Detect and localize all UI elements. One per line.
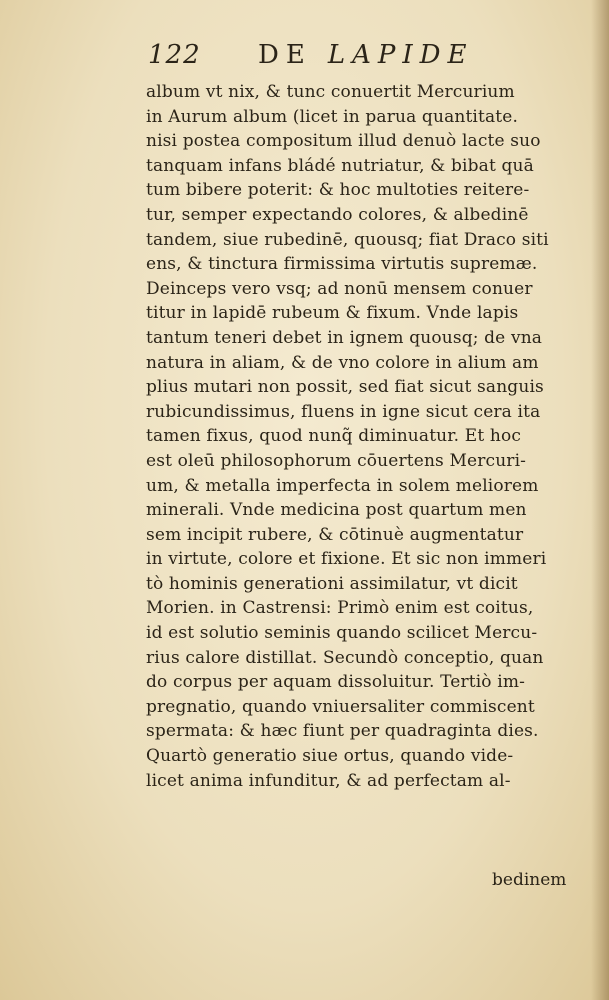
- text-line: um, & metalla imperfecta in solem meliorem: [146, 475, 539, 496]
- page-number: 122: [148, 40, 201, 70]
- running-title-de: DE: [258, 40, 312, 70]
- text-line: in virtute, colore et fixione. Et sic non immeri: [146, 549, 547, 570]
- text-line: tantum teneri debet in ignem quousq; de vna: [146, 327, 543, 348]
- text-line: titur in lapidē rubeum & fixum. Vnde lapis: [146, 303, 519, 324]
- text-line: Deinceps vero vsq; ad nonū mensem conuer: [146, 278, 533, 299]
- text-line: natura in aliam, & de vno colore in alium am: [146, 352, 539, 373]
- running-title: [258, 40, 473, 70]
- text-line: tur, semper expectando colores, & albedinē: [146, 204, 529, 225]
- text-line: minerali. Vnde medicina post quartum men: [146, 500, 527, 521]
- text-line: Morien. in Castrensi: Primò enim est coitus,: [146, 598, 534, 619]
- body-text: [146, 80, 586, 793]
- text-line: Quartò generatio siue ortus, quando vide-: [146, 746, 514, 767]
- text-line: tamen fixus, quod nunq̃ diminuatur. Et hoc: [146, 426, 522, 447]
- text-line: ens, & tinctura firmissima virtutis supremæ.: [146, 254, 538, 275]
- text-line: nisi postea compositum illud denuò lacte suo: [146, 131, 541, 152]
- text-line: tanquam infans bládé nutriatur, & bibat quā: [146, 155, 534, 176]
- text-line: rubicundissimus, fluens in igne sicut cera ita: [146, 401, 541, 422]
- catchword: bedinem: [492, 870, 567, 890]
- text-line: do corpus per aquam dissoluitur. Tertiò im-: [146, 672, 525, 693]
- text-line: sem incipit rubere, & cōtinuè augmentatur: [146, 524, 524, 545]
- running-header: [148, 40, 478, 76]
- text-line: plius mutari non possit, sed fiat sicut sanguis: [146, 377, 544, 398]
- text-line: album vt nix, & tunc conuertit Mercurium: [146, 82, 515, 102]
- text-line: spermata: & hæc fiunt per quadraginta dies.: [146, 721, 539, 742]
- text-line: tum bibere poterit: & hoc multoties reitere-: [146, 180, 530, 201]
- text-line: est oleū philosophorum cōuertens Mercuri-: [146, 450, 527, 471]
- text-line: licet anima infunditur, & ad perfectam al-: [146, 770, 511, 791]
- running-title-lapide: LAPIDE: [327, 40, 474, 70]
- text-line: rius calore distillat. Secundò conceptio, quan: [146, 647, 544, 668]
- text-line: in Aurum album (licet in parua quantitate.: [146, 106, 519, 127]
- text-line: id est solutio seminis quando scilicet Mercu-: [146, 623, 538, 644]
- text-line: tò hominis generationi assimilatur, vt dicit: [146, 573, 518, 594]
- text-line: tandem, siue rubedinē, quousq; fiat Draco siti: [146, 229, 549, 250]
- text-line: pregnatio, quando vniuersaliter commiscent: [146, 696, 535, 717]
